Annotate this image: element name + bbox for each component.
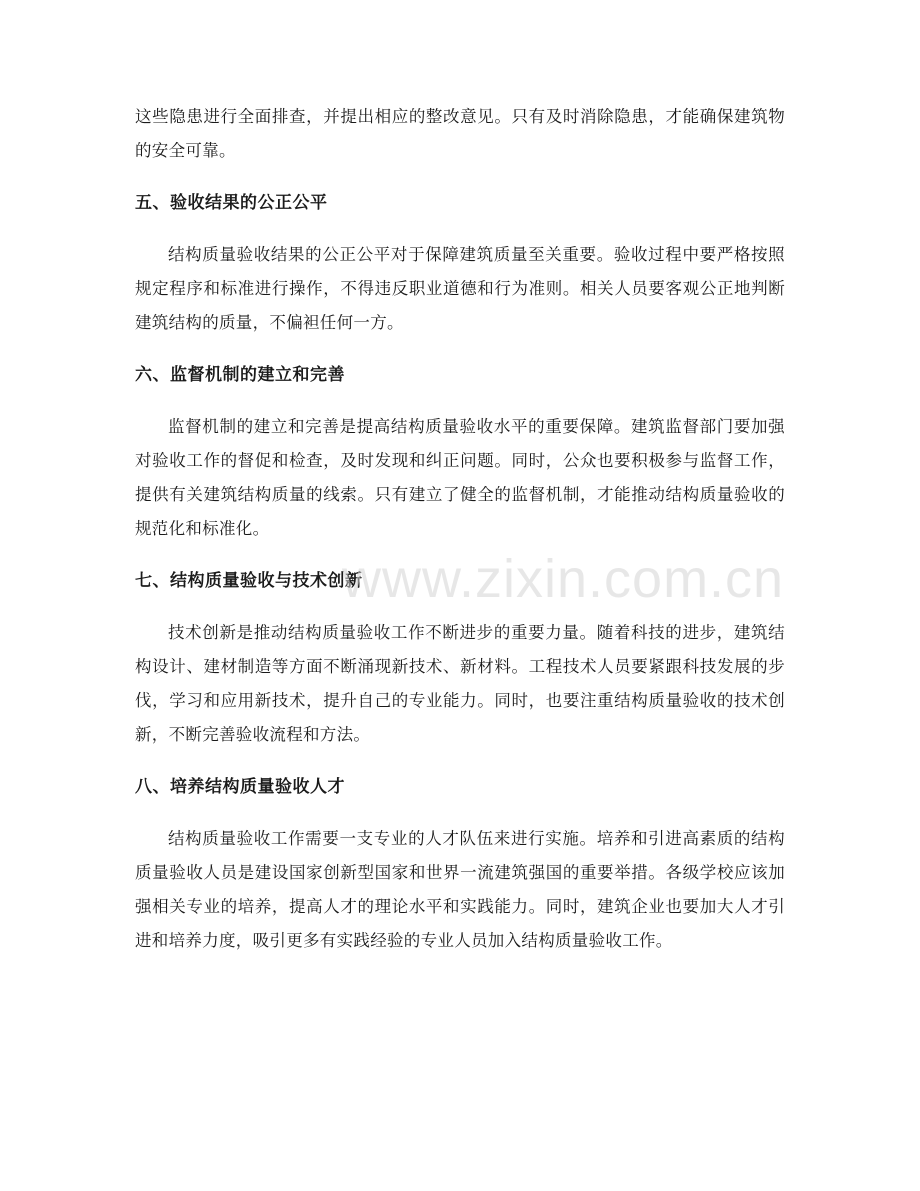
section-heading-8: 八、培养结构质量验收人才 — [135, 777, 345, 797]
paragraph-section-5: 结构质量验收结果的公正公平对于保障建筑质量至关重要。验收过程中要严格按照规定程序和标准进行操作，不得违反职业道德和行为准则。相关人员要客观公正地判断建筑结构的质量，不偏袒任何一方。 — [135, 245, 785, 332]
paragraph-section-7: 技术创新是推动结构质量验收工作不断进步的重要力量。随着科技的进步，建筑结构设计、建材制造等方面不断涌现新技术、新材料。工程技术人员要紧跟科技发展的步伐，学习和应用新技术，提升自己的专业能力。同时，也要注重结构质量验收的技术创新，不断完善验收流程和方法。 — [135, 623, 785, 744]
document-page — [135, 100, 785, 958]
section-heading-5: 五、验收结果的公正公平 — [135, 193, 328, 213]
paragraph-intro-continuation: 这些隐患进行全面排查，并提出相应的整改意见。只有及时消除隐患，才能确保建筑物的安全可靠。 — [135, 107, 785, 160]
site-watermark: www.zixin.com.cn — [342, 549, 785, 609]
paragraph-section-6: 监督机制的建立和完善是提高结构质量验收水平的重要保障。建筑监督部门要加强对验收工作的督促和检查，及时发现和纠正问题。同时，公众也要积极参与监督工作，提供有关建筑结构质量的线索。只有建立了健全的监督机制，才能推动结构质量验收的规范化和标准化。 — [135, 417, 785, 538]
section-heading-6: 六、监督机制的建立和完善 — [135, 365, 345, 385]
paragraph-section-8: 结构质量验收工作需要一支专业的人才队伍来进行实施。培养和引进高素质的结构质量验收人员是建设国家创新型国家和世界一流建筑强国的重要举措。各级学校应该加强相关专业的培养，提高人才的理论水平和实践能力。同时，建筑企业也要加大人才引进和培养力度，吸引更多有实践经验的专业人员加入结构质量验收工作。 — [135, 829, 785, 950]
section-heading-7: 七、结构质量验收与技术创新 — [135, 571, 363, 591]
